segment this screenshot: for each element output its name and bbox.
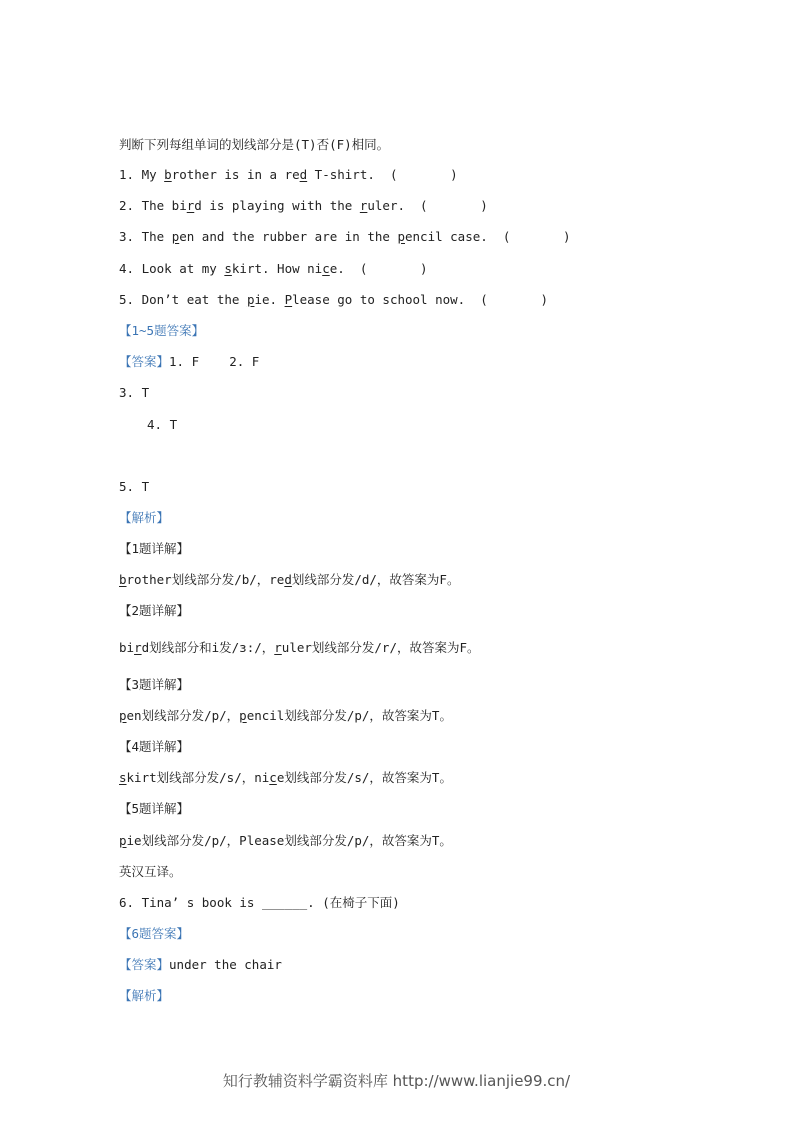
detail-5-heading: 【5题详解】 xyxy=(119,801,190,816)
detail-4-text: skirt划线部分发/s/，nice划线部分发/s/，故答案为T。 xyxy=(119,770,452,785)
detail-1-text: brother划线部分发/b/，red划线部分发/d/，故答案为F。 xyxy=(119,572,460,587)
instruction: 判断下列每组单词的划线部分是(T)否(F)相同。 xyxy=(119,137,390,152)
footer-watermark: 知行教辅资料学霸资料库 http://www.lianjie99.cn/ xyxy=(222,1072,571,1090)
question-4: 4. Look at my skirt. How nice. ( ) xyxy=(119,261,428,276)
question-5: 5. Don’t eat the pie. Please go to school now. ( ) xyxy=(119,292,548,307)
detail-4-heading: 【4题详解】 xyxy=(119,739,190,754)
question-3: 3. The pen and the rubber are in the pencil case. ( ) xyxy=(119,229,571,244)
analysis-heading: 【解析】 xyxy=(119,510,170,525)
answers-heading: 【1~5题答案】 xyxy=(119,323,205,338)
detail-2-heading: 【2题详解】 xyxy=(119,603,190,618)
answer-5: 5. T xyxy=(119,479,150,494)
answer-4: 4. T xyxy=(147,417,178,432)
q6-answer-heading: 【6题答案】 xyxy=(119,926,190,941)
question-1: 1. My brother is in a red T-shirt. ( ) xyxy=(119,167,458,182)
detail-3-text: pen划线部分发/p/，pencil划线部分发/p/，故答案为T。 xyxy=(119,708,452,723)
question-2: 2. The bird is playing with the ruler. ( ) xyxy=(119,198,488,213)
question-6: 6. Tina’ s book is ______. (在椅子下面) xyxy=(119,895,400,910)
answer-3: 3. T xyxy=(119,385,150,400)
answer-line-1: 【答案】1. F 2. F xyxy=(119,354,260,369)
detail-2-text: bird划线部分和i发/ɜ:/，ruler划线部分发/r/，故答案为F。 xyxy=(119,640,480,655)
q6-answer: 【答案】under the chair xyxy=(119,957,282,972)
detail-1-heading: 【1题详解】 xyxy=(119,541,190,556)
section-2-title: 英汉互译。 xyxy=(119,864,182,879)
analysis-heading-2: 【解析】 xyxy=(119,988,170,1003)
detail-3-heading: 【3题详解】 xyxy=(119,677,190,692)
detail-5-text: pie划线部分发/p/，Please划线部分发/p/，故答案为T。 xyxy=(119,833,452,848)
